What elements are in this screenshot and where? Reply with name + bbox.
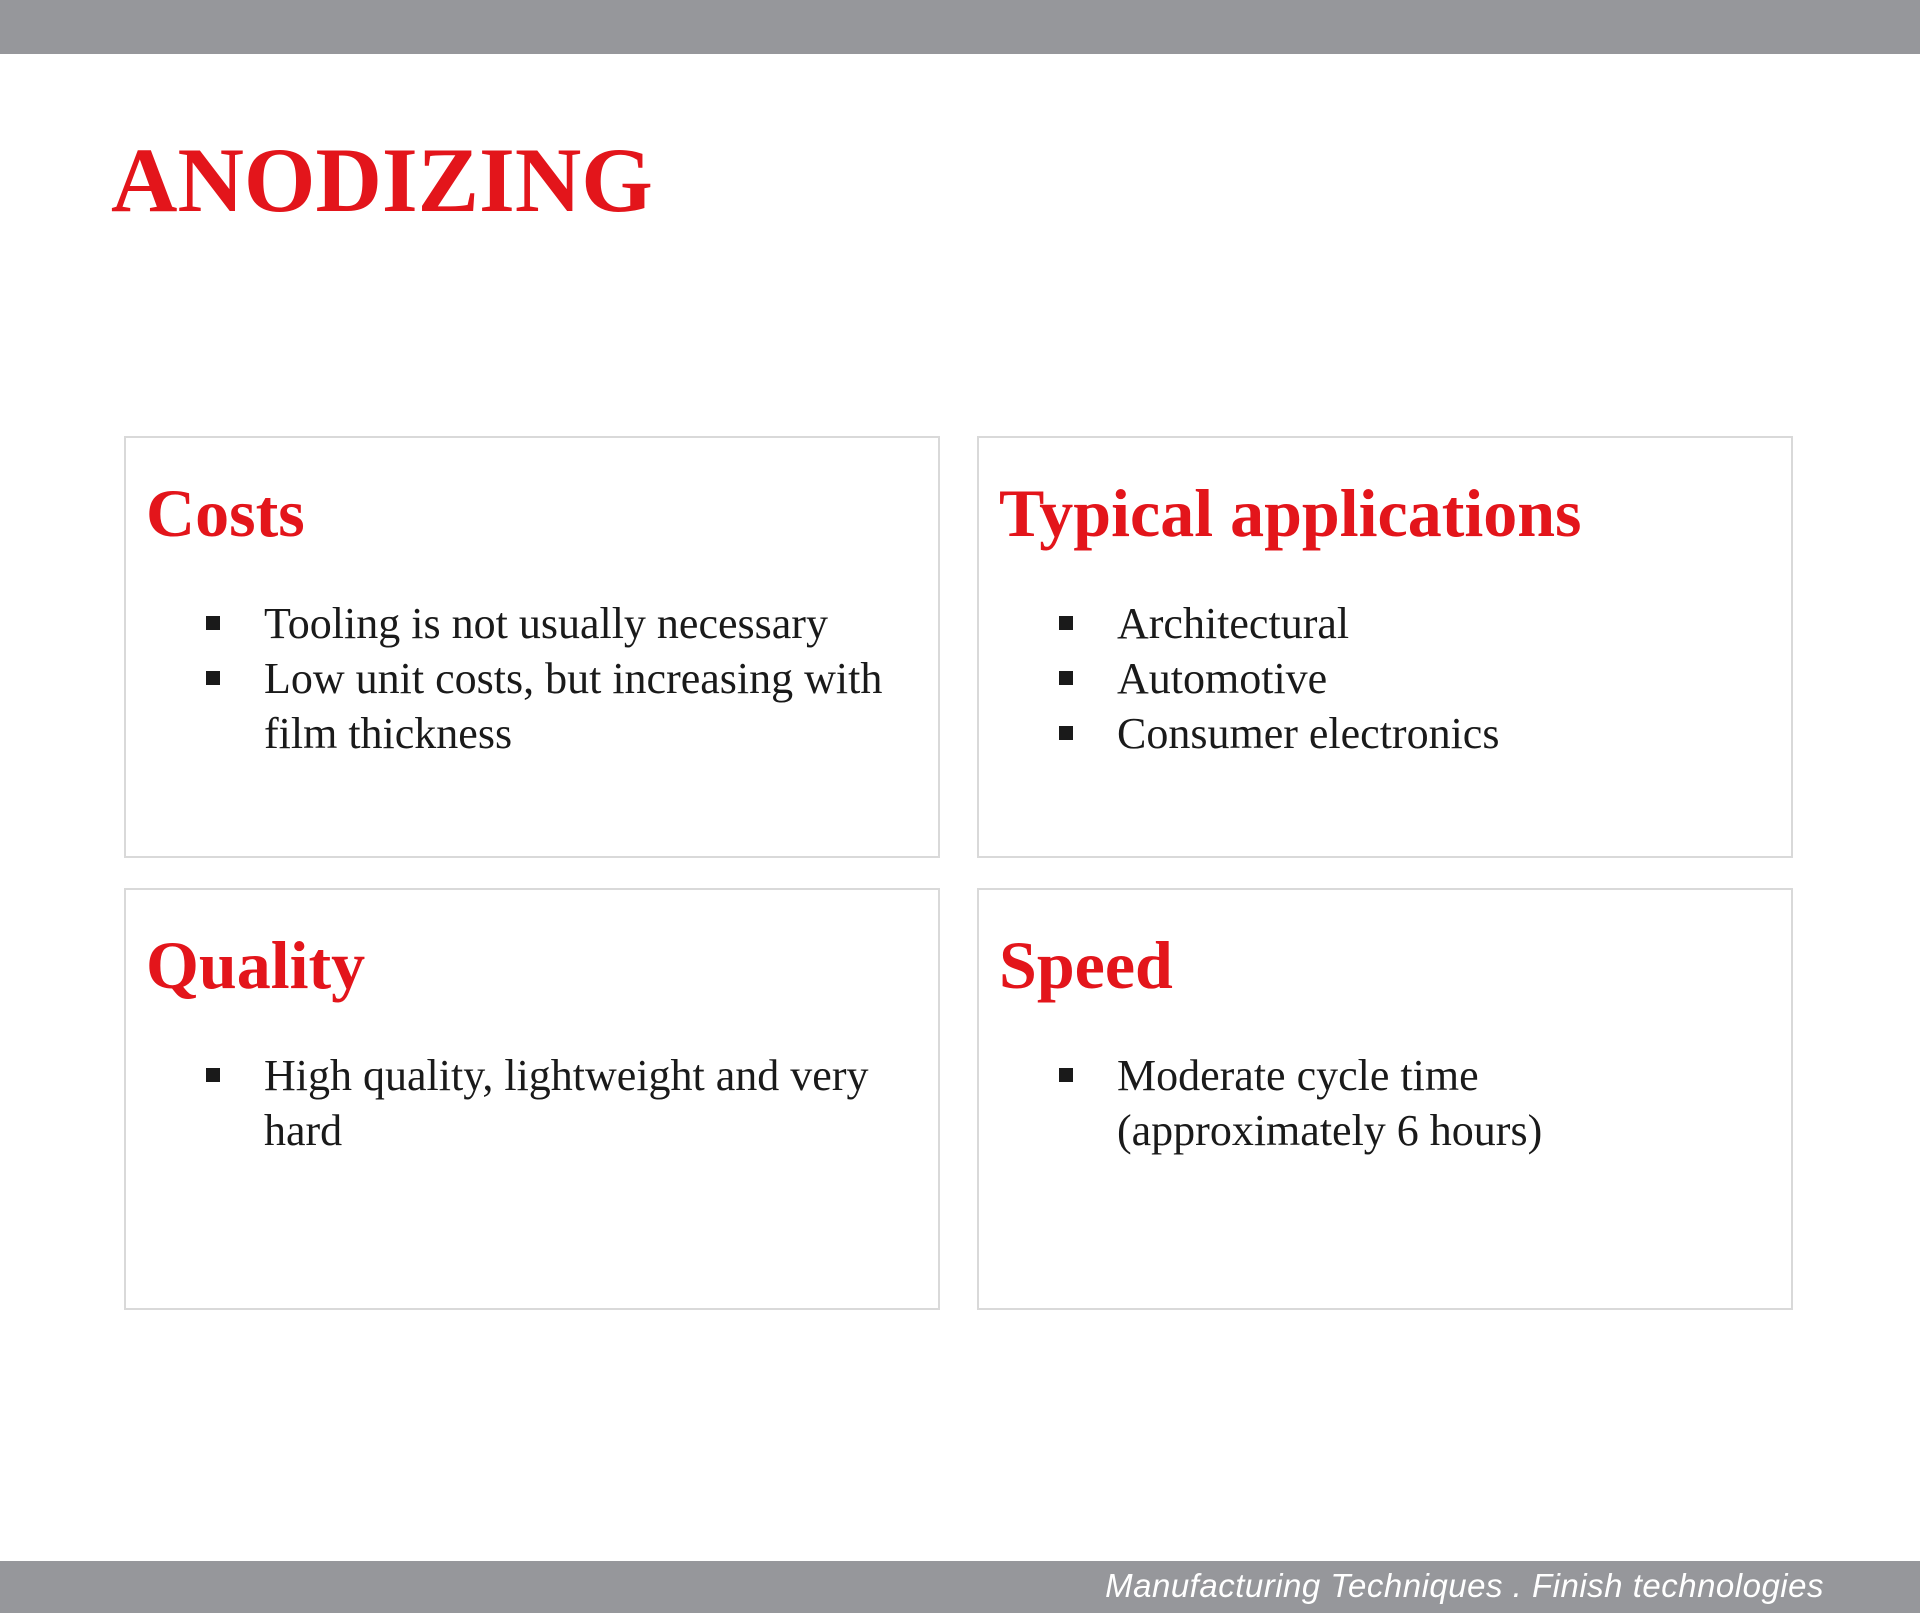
list-item [1117,1048,1757,1158]
list-item-text: Tooling is not usually necessary [264,599,828,648]
list-item-text: Low unit costs, but increasing with film thickness [264,654,883,758]
list-item [264,651,904,761]
applications-card [977,436,1793,858]
list-item-text: Consumer electronics [1117,709,1500,758]
applications-list [1117,596,1757,761]
list-item [1117,651,1757,706]
square-bullet-icon [206,671,220,685]
list-item-text: High quality, lightweight and very hard [264,1051,869,1155]
top-bar [0,0,1920,54]
list-item [264,1048,904,1158]
quality-title: Quality [146,927,366,1003]
speed-title: Speed [999,927,1173,1003]
costs-list [264,596,904,761]
list-item [264,596,904,651]
page-title: ANODIZING [111,129,653,231]
list-item-text: Automotive [1117,654,1328,703]
list-item-text: Architectural [1117,599,1350,648]
square-bullet-icon [1059,616,1073,630]
costs-card [124,436,940,858]
list-item [1117,596,1757,651]
square-bullet-icon [206,1068,220,1082]
list-item [1117,706,1757,761]
square-bullet-icon [1059,671,1073,685]
square-bullet-icon [1059,726,1073,740]
applications-title: Typical applications [999,475,1582,551]
quality-card [124,888,940,1310]
speed-card [977,888,1793,1310]
footer-text: Manufacturing Techniques . Finish technologies [1105,1567,1824,1604]
square-bullet-icon [1059,1068,1073,1082]
square-bullet-icon [206,616,220,630]
quality-list [264,1048,904,1158]
costs-title: Costs [146,475,305,551]
list-item-text: Moderate cycle time (approximately 6 hours) [1117,1051,1543,1155]
speed-list [1117,1048,1757,1158]
